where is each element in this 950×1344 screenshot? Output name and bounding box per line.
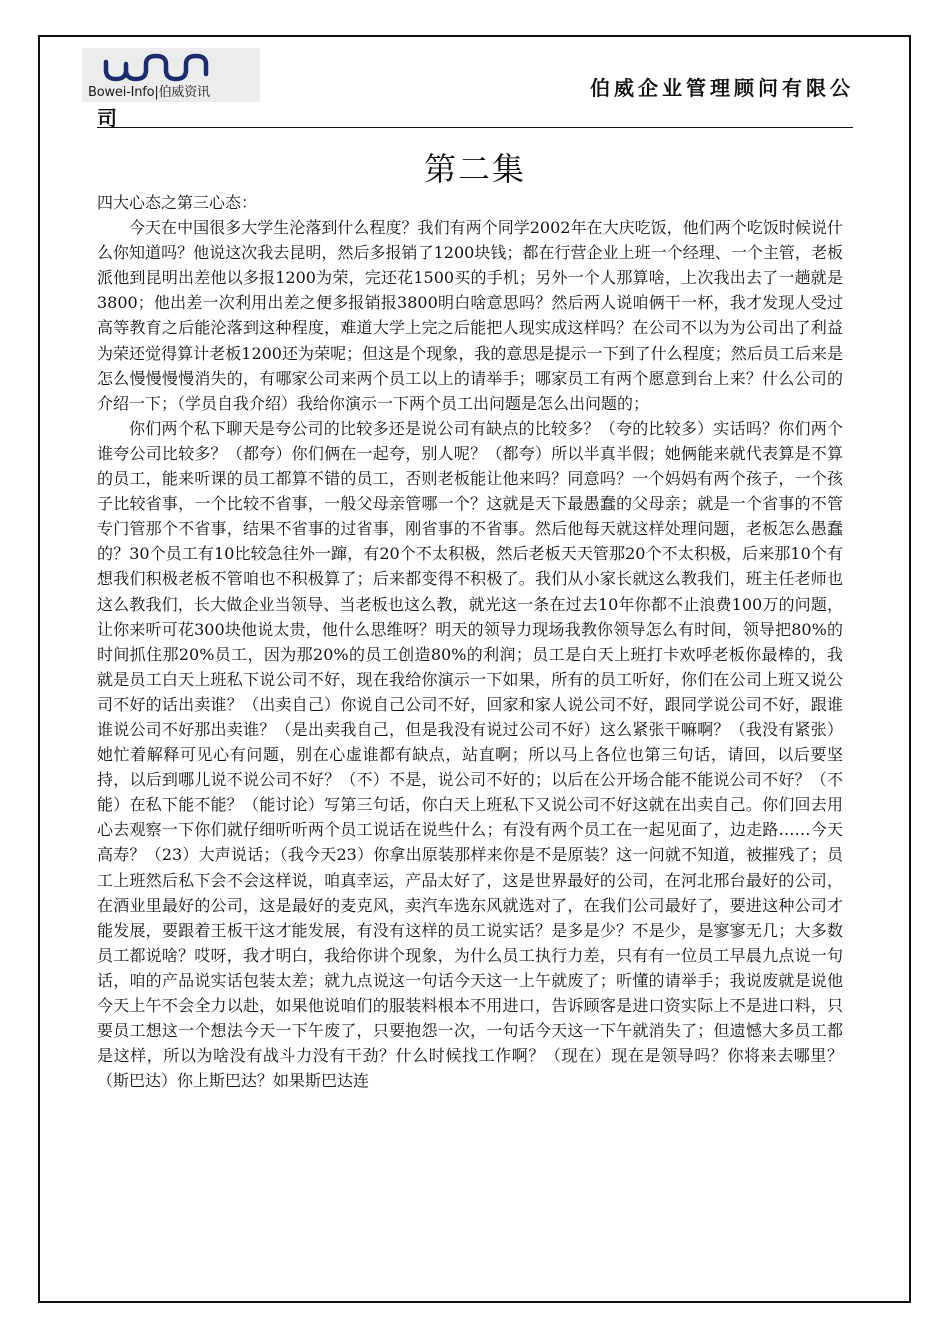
- document-body: [97, 190, 843, 1093]
- logo-text: Bowei-Info|伯威资讯: [88, 85, 210, 100]
- paragraph-1: 今天在中国很多大学生沦落到什么程度？我们有两个同学2002年在大庆吃饭，他们两个吃饭时候说什么你知道吗？他说这次我去昆明，然后多报销了1200块钱；都在行营企业上班一个经理、一个主管，老板派他到昆明出差他以多报1200为荣，完还花1500买的手机；另外一个人那算啥，上次我出去了一趟就是3800；他出差一次利用出差之便多报销报3800明白啥意思吗？然后两人说咱俩干一杯，我才发现人受过高等教育之后能沦落到这种程度，难道大学上完之后能把人现实成这样吗？在公司不以为为公司出了利益为荣还觉得算计老板1200还为荣呢；但这是个现象，我的意思是提示一下到了什么程度；然后员工后来是怎么慢慢慢慢消失的，有哪家公司来两个员工以上的请举手；哪家员工有两个愿意到台上来？什么公司的介绍一下；（学员自我介绍）我给你演示一下两个员工出问题是怎么出问题的；: [97, 218, 843, 413]
- chapter-title: 第二集: [423, 150, 526, 188]
- company-name: 伯威企业管理顾问有限公: [590, 76, 854, 100]
- wave-logo-icon: [100, 52, 212, 82]
- company-logo: [82, 48, 260, 102]
- company-name-continued: 司: [97, 106, 117, 130]
- section-subtitle: 四大心态之第三心态：: [97, 193, 258, 212]
- paragraph-2: 你们两个私下聊天是夸公司的比较多还是说公司有缺点的比较多？（夸的比较多）实话吗？你们两个谁夸公司比较多？（都夸）你们俩在一起夸，别人呢？（都夸）所以半真半假；她俩能来就代表算是不算的员工，能来听课的员工都算不错的员工，否则老板能让他来吗？同意吗？一个妈妈有两个孩子，一个孩子比较省事，一个比较不省事，一般父母亲管哪一个？这就是天下最愚蠢的父母亲；就是一个省事的不管专门管那个不省事，结果不省事的过省事，刚省事的不省事。然后他每天就这样处理问题，老板怎么愚蠢的？30个员工有10比较急往外一蹿，有20个不太积极，然后老板天天管那20个不太积极，后来那10个有想我们积极老板不管咱也不积极算了；后来都变得不积极了。我们从小家长就这么教我们，班主任老师也这么教我们，长大做企业当领导、当老板也这么教，就光这一条在过去10年你都不止浪费100万的问题，让你来听可花300块他说太贵，他什么思维呀？明天的领导力现场我教你领导怎么有时间，领导把80%的时间抓住那20%员工，因为那20%的员工创造80%的利润；员工是白天上班打卡欢呼老板你最棒的，我就是员工白天上班私下说公司不好，现在我给你演示一下如果，所有的员工听好，你们在公司上班又说公司不好的话出卖谁？（出卖自己）你说自己公司不好，回家和家人说公司不好，跟同学说公司不好，跟谁谁说公司不好那出卖谁？（是出卖我自己，但是我没有说过公司不好）这么紧张干嘛啊？（我没有紧张）她忙着解释可见心有问题，别在心虚谁都有缺点，站直啊；所以马上各位也第三句话，请回，以后要坚持，以后到哪儿说不说公司不好？（不）不是，说公司不好的；以后在公开场合能不能说公司不好？（不能）在私下能不能？（能讨论）写第三句话，你白天上班私下又说公司不好这就在出卖自己。你们回去用心去观察一下你们就仔细听听两个员工说话在说些什么；有没有两个员工在一起见面了，边走路……今天高寿？（23）大声说话；（我今天23）你拿出原装那样来你是不是原装？这一问就不知道，被摧残了；员工上班然后私下会不会这样说，咱真幸运，产品太好了，这是世界最好的公司，在河北邢台最好的公司，在酒业里最好的公司，这是最好的麦克风，卖汽车选东风就选对了，在我们公司最好了，要进这种公司才能发展，要跟着王板干这才能发展，有没有这样的员工说实话？是多是少？不是少，是寥寥无几；大多数员工都说啥？哎呀，我才明白，我给你讲个现象，为什么员工执行力差，只有有一位员工早晨九点说一句话，咱的产品说实话包装太差；就九点说这一句话今天这一上午就废了；听懂的请举手；我说废就是说他今天上午不会全力以赴，如果他说咱们的服装料根本不用进口，告诉顾客是进口资实际上不是进口料，只要员工想这一个想法今天一下午废了，只要抱怨一次，一句话今天这一下午就消失了；但遗憾大多员工都是这样，所以为啥没有战斗力没有干劲？什么时候找工作啊？（现在）现在是领导吗？你将来去哪里？（斯巴达）你上斯巴达？如果斯巴达连: [97, 418, 843, 1091]
- header-divider: [97, 127, 853, 128]
